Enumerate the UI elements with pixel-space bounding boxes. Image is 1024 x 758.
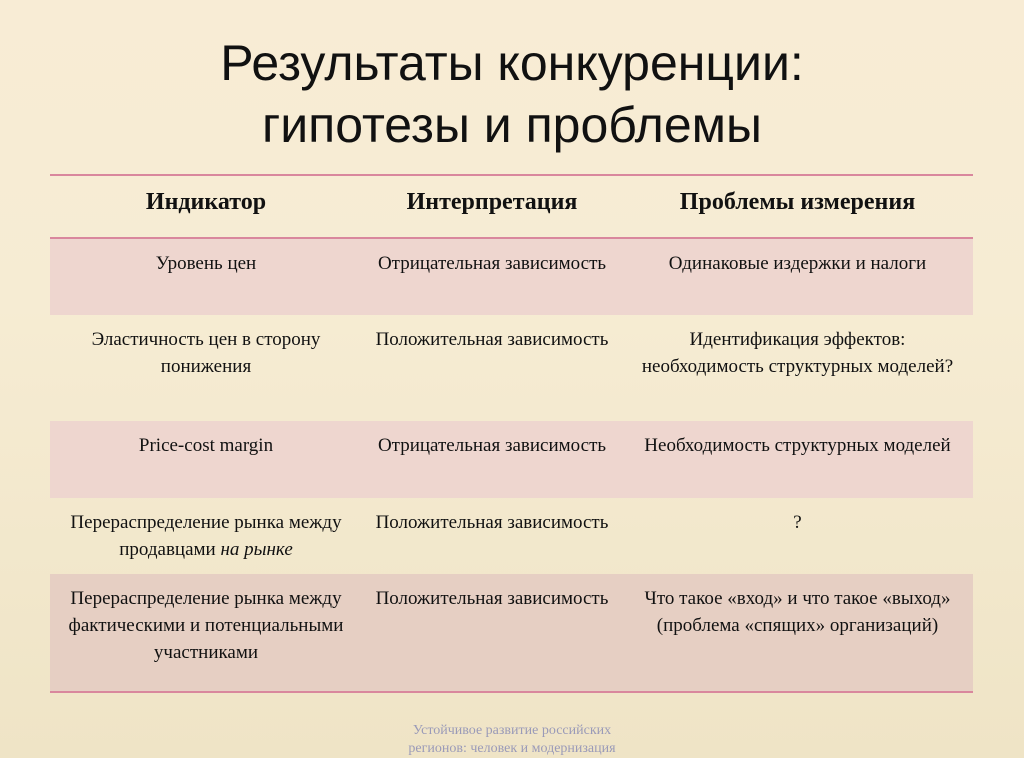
- header-measurement-problems: Проблемы измерения: [679, 189, 916, 215]
- table-header-row: [50, 175, 973, 238]
- cell-indicator-text: Перераспределение рынка между продавцами: [70, 512, 342, 560]
- cell-problems: Что такое «вход» и что такое «выход» (проблема «спящих» организаций): [622, 574, 973, 692]
- indicators-table: [50, 174, 973, 693]
- footer-line-1: Устойчивое развитие российских: [412, 723, 612, 738]
- cell-problems: Идентификация эффектов: необходимость структурных моделей?: [641, 329, 954, 377]
- slide-title: [0, 32, 1024, 156]
- header-indicator: Индикатор: [145, 189, 267, 215]
- cell-interpretation: Положительная зависимость: [362, 574, 622, 692]
- cell-indicator: [50, 498, 362, 574]
- cell-interpretation: Положительная зависимость: [375, 329, 609, 350]
- table-row: [50, 238, 973, 315]
- table-row: [50, 498, 973, 574]
- cell-problems: Одинаковые издержки и налоги: [622, 238, 973, 315]
- table-row: [50, 421, 973, 498]
- cell-interpretation: Отрицательная зависимость: [362, 421, 622, 498]
- cell-interpretation: Отрицательная зависимость: [362, 238, 622, 315]
- cell-indicator: Перераспределение рынка между фактическими и потенциальными участниками: [50, 574, 362, 692]
- cell-indicator: Price-cost margin: [50, 421, 362, 498]
- table-row: [50, 315, 973, 421]
- indicators-table-container: [50, 174, 973, 693]
- slide-title-line-1: Результаты конкуренции:: [220, 35, 804, 91]
- cell-indicator: Эластичность цен в сторону понижения: [91, 329, 321, 377]
- cell-indicator-emphasis: на рынке: [220, 539, 293, 560]
- cell-problems: Необходимость структурных моделей: [622, 421, 973, 498]
- cell-interpretation: Положительная зависимость: [375, 512, 609, 533]
- slide-title-line-2: гипотезы и проблемы: [262, 97, 762, 153]
- footer-line-2: регионов: человек и модернизация: [408, 741, 616, 756]
- cell-indicator: Уровень цен: [50, 238, 362, 315]
- table-row: [50, 574, 973, 692]
- header-interpretation: Интерпретация: [406, 189, 578, 215]
- cell-problems: ?: [793, 512, 802, 533]
- slide-footer: [0, 722, 1024, 758]
